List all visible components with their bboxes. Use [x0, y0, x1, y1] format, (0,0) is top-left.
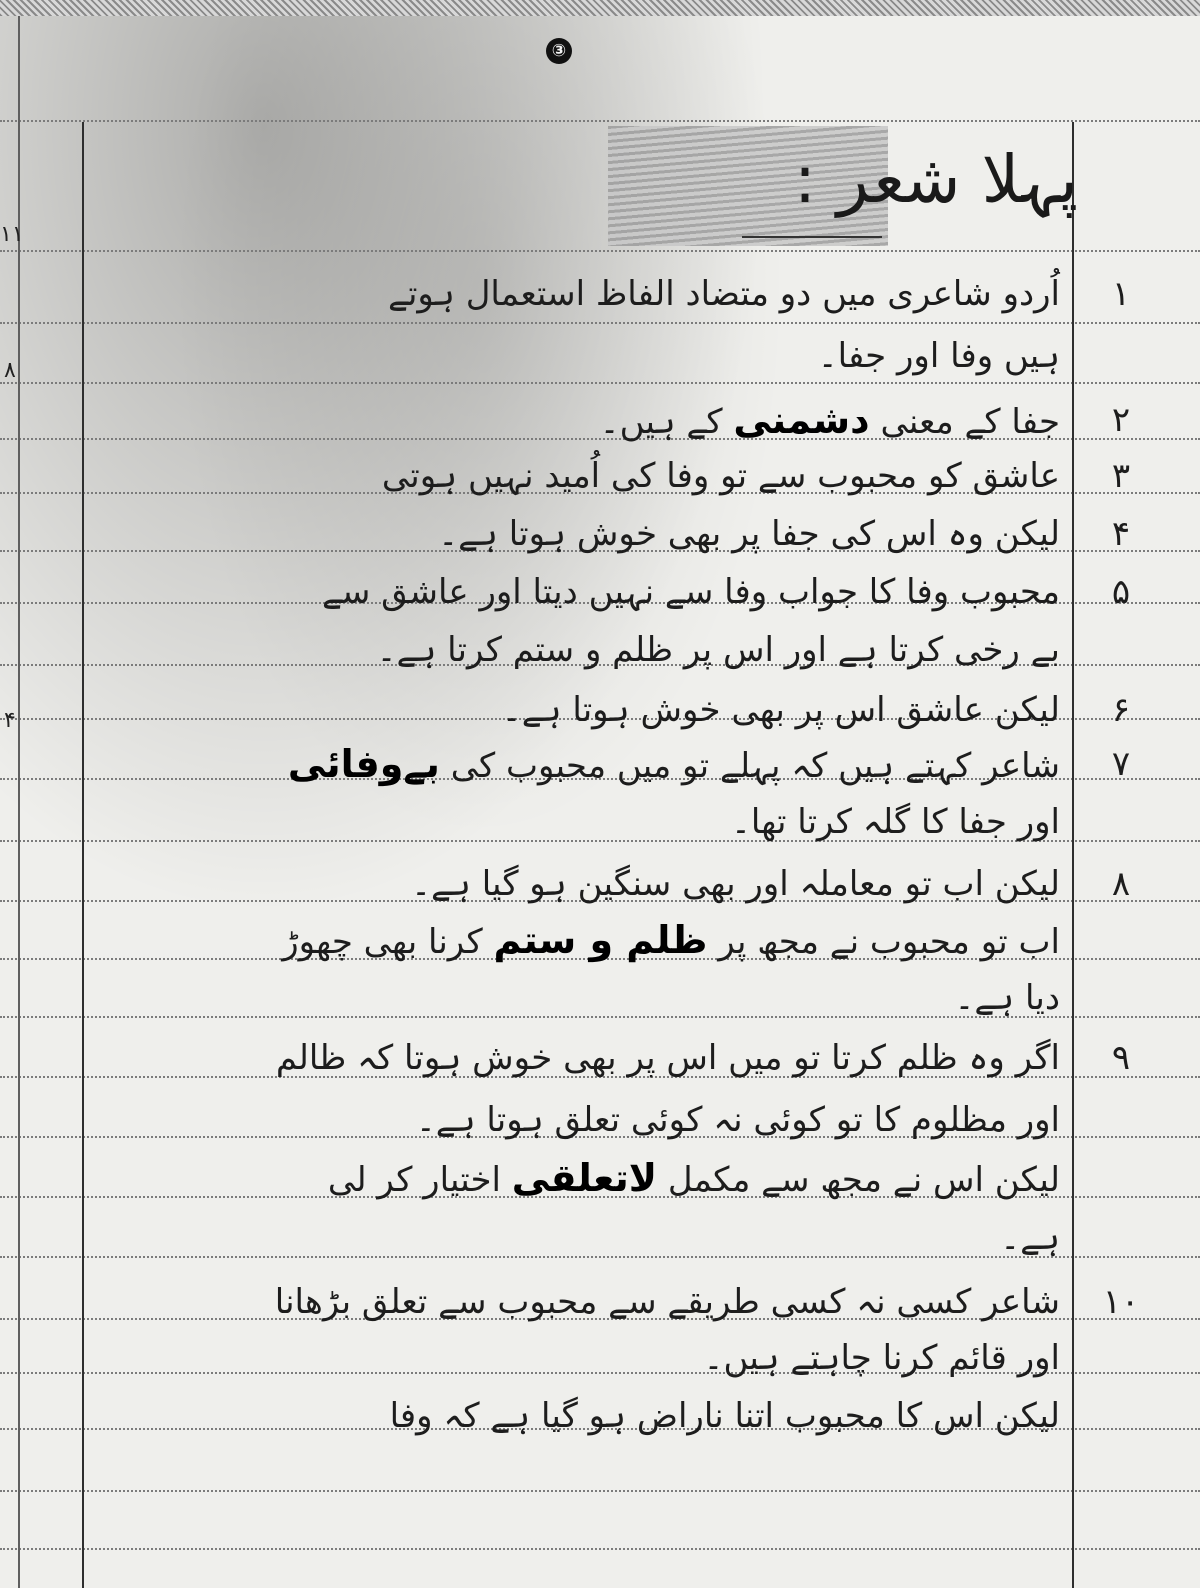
- text-line: [818, 334, 1060, 378]
- text-line: [416, 1098, 1060, 1142]
- ruled-line: [0, 1490, 1200, 1492]
- line-number: ۱: [1111, 274, 1131, 314]
- text-line: [282, 918, 1060, 964]
- text-line: [438, 512, 1060, 556]
- margin-mark: ۱۱: [0, 222, 24, 247]
- text-line: [388, 272, 1060, 316]
- text-span: کرنا بھی چھوڑ: [282, 922, 494, 962]
- emphasized-text: دشمنی: [733, 398, 870, 442]
- text-span: کے ہیں۔: [599, 402, 734, 442]
- line-number: ۹: [1111, 1038, 1131, 1078]
- section-heading: پہلا شعر :: [793, 141, 1078, 218]
- ruled-line: [0, 250, 1200, 252]
- emphasized-text: ظلم و ستم: [493, 918, 708, 962]
- text-line: [288, 742, 1060, 788]
- line-number: ۴: [1111, 514, 1131, 554]
- text-span: محبوب وفا کا جواب وفا سے نہیں دیتا اور عاشق سے: [321, 572, 1060, 612]
- text-span: بے رخی کرتا ہے اور اس پر ظلم و ستم کرتا ہے۔: [376, 630, 1060, 670]
- text-line: [411, 862, 1060, 906]
- text-line: [704, 1336, 1060, 1380]
- page-number: ③: [546, 38, 572, 64]
- text-line: [377, 628, 1060, 672]
- ruled-line: [0, 1548, 1200, 1550]
- line-number: ۸: [1111, 864, 1131, 904]
- emphasized-text: بےوفائی: [287, 742, 440, 786]
- margin-mark: ۴: [4, 708, 16, 733]
- text-line: [600, 398, 1060, 444]
- heading-underline: [742, 236, 882, 238]
- line-number: ۵: [1111, 572, 1131, 612]
- line-number: ۱۰: [1102, 1282, 1140, 1322]
- text-line: [731, 800, 1060, 844]
- left-margin-line: [18, 16, 20, 1588]
- text-span: لیکن اب تو معاملہ اور بھی سنگین ہو گیا ہے۔: [411, 864, 1060, 904]
- ruled-line: [0, 382, 1200, 384]
- text-span: دیا ہے۔: [954, 978, 1060, 1018]
- text-span: اور مظلوم کا تو کوئی نہ کوئی تعلق ہوتا ہے۔: [415, 1100, 1060, 1140]
- text-span: ہیں وفا اور جفا۔: [817, 336, 1060, 376]
- text-span: اگر وہ ظلم کرتا تو میں اس پر بھی خوش ہوتا کہ ظالم: [275, 1038, 1060, 1078]
- text-span: جفا کے معنی: [869, 402, 1060, 442]
- text-span: اب تو محبوب نے مجھ پر: [707, 922, 1060, 962]
- text-span: لیکن عاشق اس پر بھی خوش ہوتا ہے۔: [501, 690, 1060, 730]
- text-line: [382, 454, 1060, 498]
- line-number: ۷: [1111, 744, 1131, 784]
- text-line: [276, 1036, 1060, 1080]
- text-span: شاعر کسی نہ کسی طریقے سے محبوب سے تعلق بڑھانا: [274, 1282, 1060, 1322]
- text-span: شاعر کہتے ہیں کہ پہلے تو میں محبوب کی: [439, 746, 1060, 786]
- ruled-line: [0, 120, 1200, 122]
- text-span: اُردو شاعری میں دو متضاد الفاظ استعمال ہوتے: [388, 274, 1060, 314]
- text-span: اختیار کر لی: [327, 1160, 512, 1200]
- text-line: [1000, 1216, 1060, 1260]
- margin-mark: ۸: [4, 358, 16, 383]
- text-line: [275, 1280, 1060, 1324]
- text-span: لیکن اس نے مجھ سے مکمل: [657, 1160, 1060, 1200]
- text-span: اور جفا کا گلہ کرتا تھا۔: [731, 802, 1060, 842]
- line-number: ۲: [1111, 400, 1131, 440]
- emphasized-text: لاتعلقی: [511, 1156, 658, 1200]
- text-span: اور قائم کرنا چاہتے ہیں۔: [703, 1338, 1060, 1378]
- text-span: ہے۔: [1000, 1218, 1060, 1258]
- text-line: [328, 1156, 1060, 1202]
- line-number: ۳: [1111, 456, 1131, 496]
- text-line: [502, 688, 1060, 732]
- frame-left-border: [82, 122, 84, 1588]
- text-span: لیکن وہ اس کی جفا پر بھی خوش ہوتا ہے۔: [438, 514, 1060, 554]
- text-line: [322, 570, 1060, 614]
- text-line: [954, 976, 1060, 1020]
- line-number: ۶: [1111, 690, 1131, 730]
- text-span: لیکن اس کا محبوب اتنا ناراض ہو گیا ہے کہ وفا: [389, 1396, 1060, 1436]
- text-line: [390, 1394, 1060, 1438]
- frame-right-border: [1072, 122, 1074, 1588]
- page-top-edge: [0, 0, 1200, 16]
- text-span: عاشق کو محبوب سے تو وفا کی اُمید نہیں ہوتی: [381, 456, 1060, 496]
- ruled-line: [0, 322, 1200, 324]
